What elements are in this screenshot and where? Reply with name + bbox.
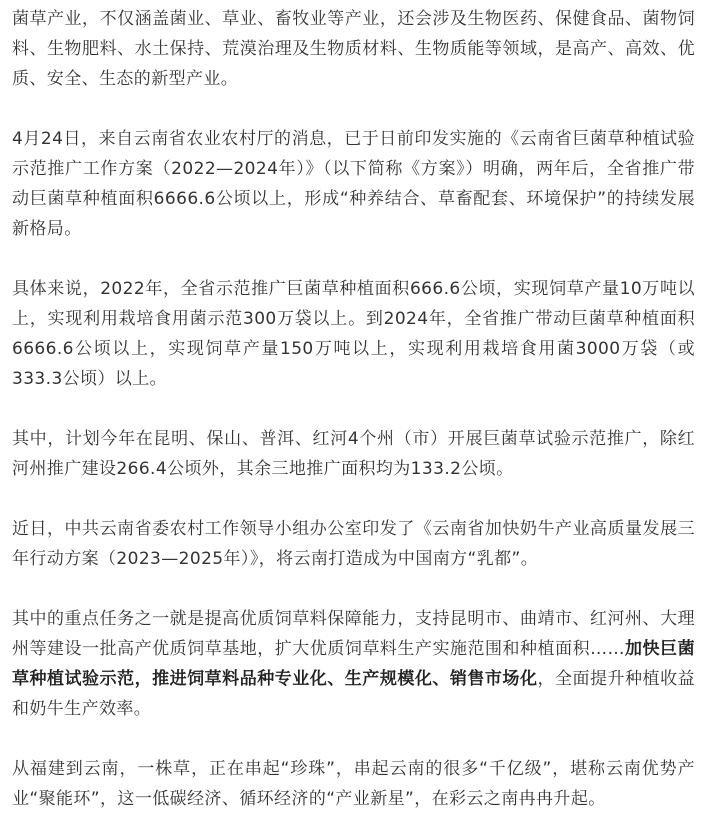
paragraph-2: 4月24日，来自云南省农业农村厅的消息，已于日前印发实施的《云南省巨菌草种植试验示范推广工作方案（2022—2024年）》（以下简称《方案》）明确，两年后，全省推广带动巨菌草种植面积6666.6公顷以上，形成“种养结合、草畜配套、环境保护”的持续发展新格局。 xyxy=(12,129,695,239)
paragraph-6 xyxy=(12,604,695,724)
paragraph-5: 近日，中共云南省委农村工作领导小组办公室印发了《云南省加快奶牛产业高质量发展三年行动方案（2023—2025年）》，将云南打造成为中国南方“乳都”。 xyxy=(12,519,695,569)
paragraph-4: 其中，计划今年在昆明、保山、普洱、红河4个州（市）开展巨菌草试验示范推广，除红河州推广建设266.4公顷外，其余三地推广面积均为133.2公顷。 xyxy=(12,429,695,479)
paragraph-6-bold-highlight: 加快巨菌草种植试验示范，推进饲草料品种专业化、生产规模化、销售市场化 xyxy=(12,639,695,689)
paragraph-3: 具体来说，2022年，全省示范推广巨菌草种植面积666.6公顷，实现饲草产量10万吨以上，实现利用栽培食用菌示范300万袋以上。到2024年，全省推广带动巨菌草种植面积6666.6公顷以上，实现饲草产量150万吨以上，实现利用栽培食用菌3000万袋（或333.3公顷）以上。 xyxy=(12,279,695,389)
paragraph-1: 菌草产业，不仅涵盖菌业、草业、畜牧业等产业，还会涉及生物医药、保健食品、菌物饲料、生物肥料、水土保持、荒漠治理及生物质材料、生物质能等领域，是高产、高效、优质、安全、生态的新型产业。 xyxy=(12,9,695,89)
article-body xyxy=(0,4,701,814)
paragraph-7: 从福建到云南，一株草，正在串起“珍珠”，串起云南的很多“千亿级”，堪称云南优势产业“聚能环”，这一低碳经济、循环经济的“产业新星”，在彩云之南冉冉升起。 xyxy=(12,759,695,809)
paragraph-6-text: 其中的重点任务之一就是提高优质饲草料保障能力，支持昆明市、曲靖市、红河州、大理州等建设一批高产优质饲草基地，扩大优质饲草料生产实施范围和种植面积…… xyxy=(12,609,695,659)
paragraph-6-text-end: ，全面提升种植收益和奶牛生产效率。 xyxy=(12,669,695,719)
